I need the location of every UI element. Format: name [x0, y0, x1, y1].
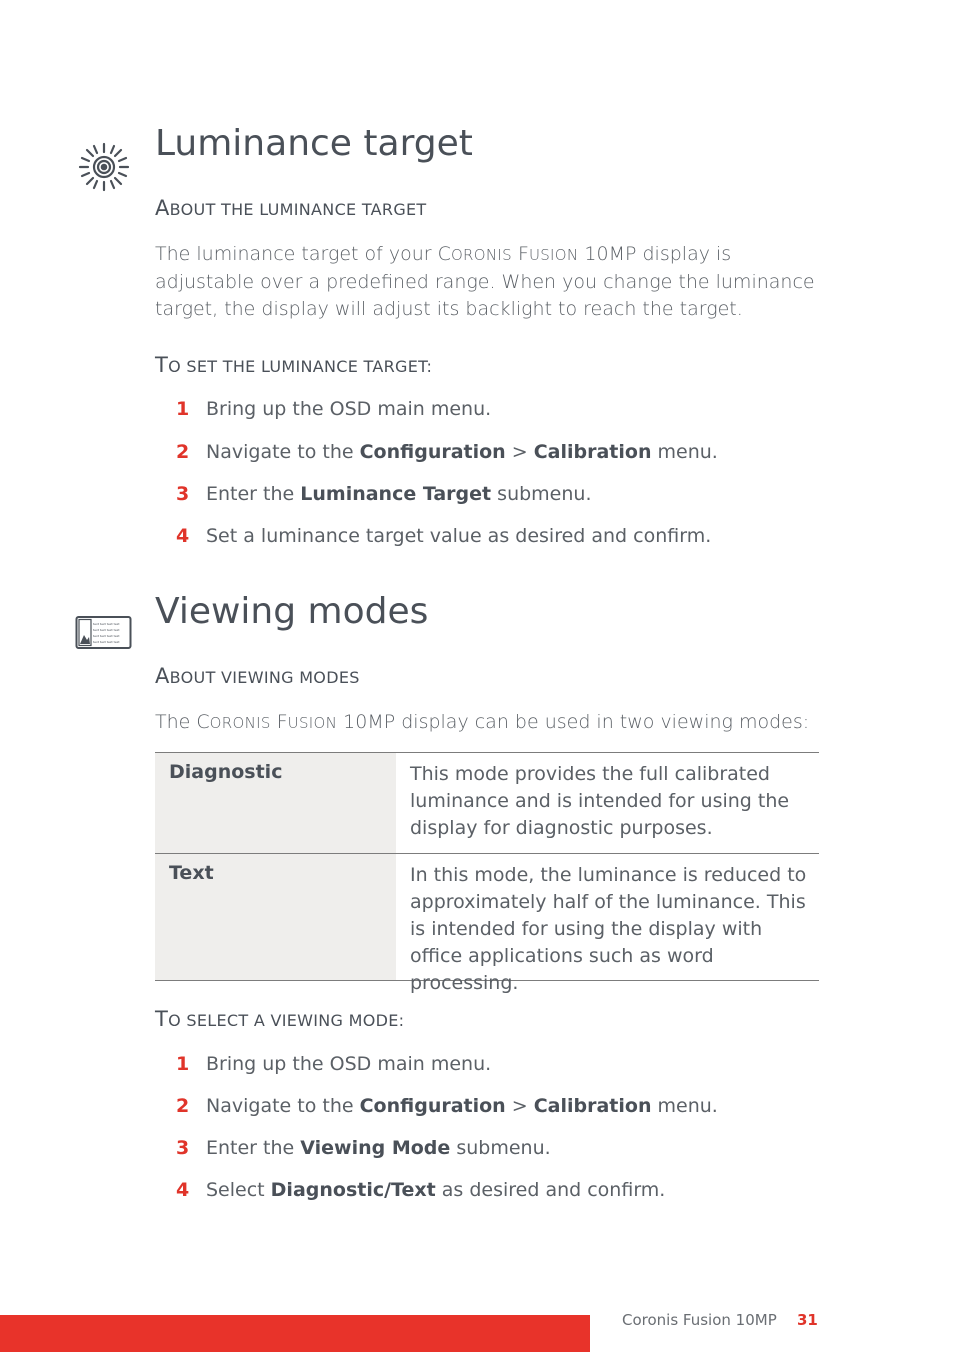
- step-item: 2 Navigate to the Configuration > Calibration menu.: [176, 1095, 718, 1117]
- step-item: 3 Enter the Viewing Mode submenu.: [176, 1137, 551, 1159]
- footer-product-name: Coronis Fusion 10MP: [622, 1311, 777, 1329]
- text-image-icon: [75, 613, 133, 651]
- table-term: Text: [155, 854, 396, 980]
- step-item: 1 Bring up the OSD main menu.: [176, 1053, 492, 1075]
- step-item: 1 Bring up the OSD main menu.: [176, 398, 492, 420]
- procedure-heading-luminance: TO SET THE LUMINANCE TARGET:: [155, 353, 433, 377]
- table-row: [155, 753, 819, 854]
- footer-accent-bar: [0, 1315, 590, 1352]
- table-definition: In this mode, the luminance is reduced to approximately half of the luminance. This is intended for using the display with office applications such as word processing.: [410, 864, 807, 994]
- sun-icon: [76, 141, 132, 193]
- step-item: 4 Set a luminance target value as desired and confirm.: [176, 525, 712, 547]
- about-paragraph-viewing: The CORONIS FUSION 10MP display can be used in two viewing modes:: [155, 711, 810, 733]
- section-title-luminance: Luminance target: [155, 123, 473, 164]
- icon-text-line: text text text text: [93, 640, 120, 644]
- table-definition: This mode provides the full calibrated luminance and is intended for using the display for diagnostic purposes.: [410, 763, 790, 839]
- page-number: 31: [797, 1311, 818, 1329]
- step-item: 2 Navigate to the Configuration > Calibration menu.: [176, 441, 718, 463]
- procedure-heading-viewing: TO SELECT A VIEWING MODE:: [155, 1007, 405, 1031]
- step-item: 4 Select Diagnostic/Text as desired and confirm.: [176, 1179, 666, 1201]
- step-item: 3 Enter the Luminance Target submenu.: [176, 483, 592, 505]
- table-term: Diagnostic: [155, 753, 396, 853]
- about-heading-viewing: ABOUT VIEWING MODES: [155, 664, 360, 688]
- about-paragraph-luminance: The luminance target of your CORONIS FUSION 10MP display is adjustable over a predefined range. When you change the luminance target, the display will adjust its backlight to reach the target.: [155, 243, 815, 320]
- section-title-viewing: Viewing modes: [155, 591, 429, 632]
- about-heading-luminance: ABOUT THE LUMINANCE TARGET: [155, 196, 427, 220]
- icon-text-line: text text text text: [93, 622, 120, 626]
- icon-text-line: text text text text: [93, 628, 120, 632]
- table-row: [155, 854, 819, 994]
- icon-text-line: text text text text: [93, 634, 120, 638]
- viewing-modes-table: [155, 752, 819, 994]
